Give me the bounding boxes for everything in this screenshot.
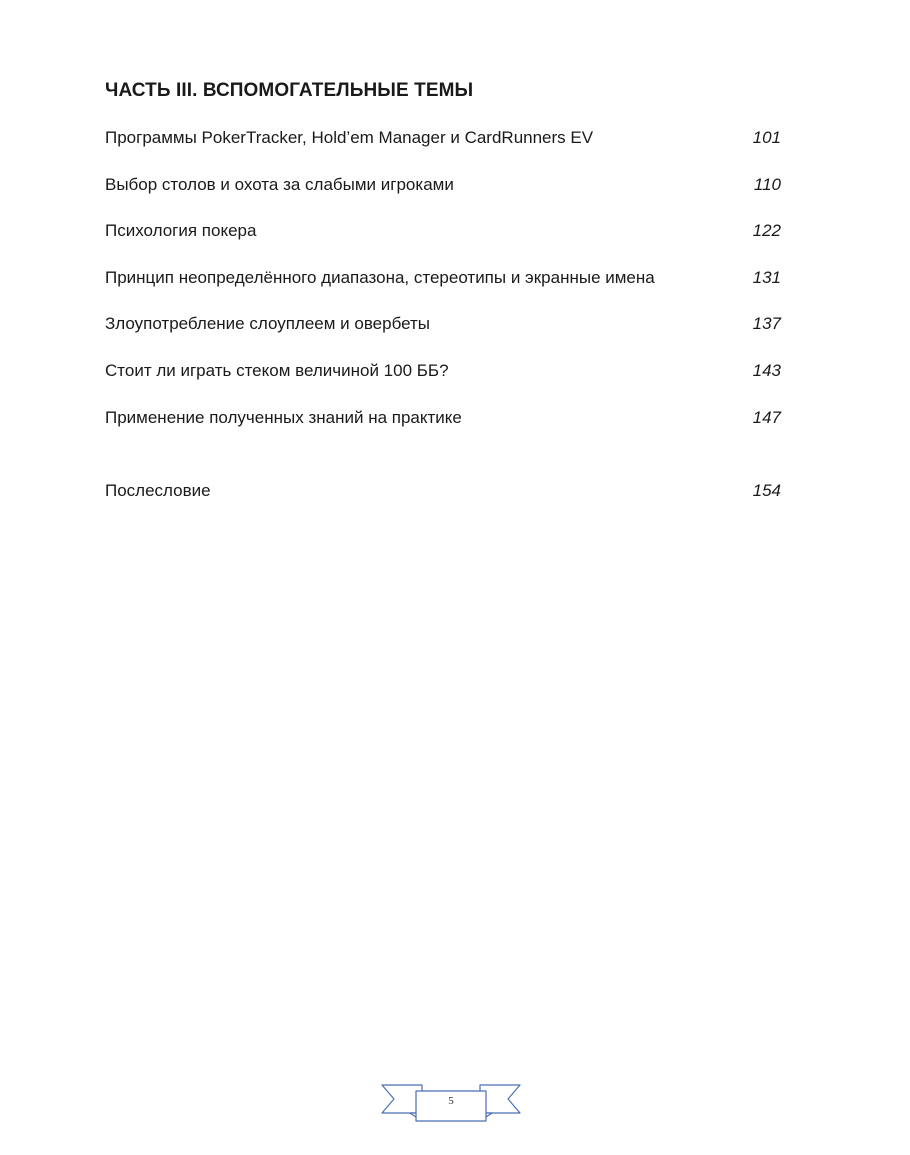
- toc-entry-title: Психология покера: [105, 221, 257, 241]
- section-title: ЧАСТЬ III. ВСПОМОГАТЕЛЬНЫЕ ТЕМЫ: [105, 80, 474, 101]
- toc-entry-page: 131: [752, 267, 781, 287]
- toc-entry-title: Программы PokerTracker, Hold’em Manager и CardRunners EV: [105, 128, 594, 147]
- toc-entry-title: Выбор столов и охота за слабыми игроками: [105, 174, 454, 194]
- toc-entry-page: 143: [752, 360, 781, 380]
- toc-entry-title: Послесловие: [105, 481, 211, 501]
- toc-entry-title: Применение полученных знаний на практике: [105, 407, 462, 427]
- toc-entry-page: 154: [752, 481, 781, 501]
- toc-entry-page: 101: [752, 128, 781, 147]
- toc-entry[interactable]: [105, 175, 781, 222]
- toc-entry-afterword[interactable]: [105, 481, 781, 528]
- toc-entry[interactable]: [105, 408, 781, 455]
- toc-entry-page: 110: [753, 174, 781, 194]
- toc-entry-title: Принцип неопределённого диапазона, стереотипы и экранные имена: [105, 267, 655, 287]
- toc-entry-page: 137: [752, 314, 781, 334]
- toc-entry-page: 147: [752, 407, 781, 427]
- toc-entry-title: Стоит ли играть стеком величиной 100 ББ?: [105, 360, 449, 380]
- toc-entry[interactable]: [105, 314, 781, 361]
- page-number-footer: [380, 1077, 522, 1127]
- toc-entry-page: 122: [752, 221, 781, 241]
- page-number: 5: [448, 1095, 454, 1107]
- table-of-contents: [105, 128, 781, 528]
- toc-entry-title: Злоупотребление слоуплеем и овербеты: [105, 314, 431, 334]
- toc-entry[interactable]: [105, 221, 781, 268]
- toc-entry[interactable]: [105, 268, 781, 315]
- toc-entry[interactable]: [105, 128, 781, 175]
- toc-entry[interactable]: [105, 361, 781, 408]
